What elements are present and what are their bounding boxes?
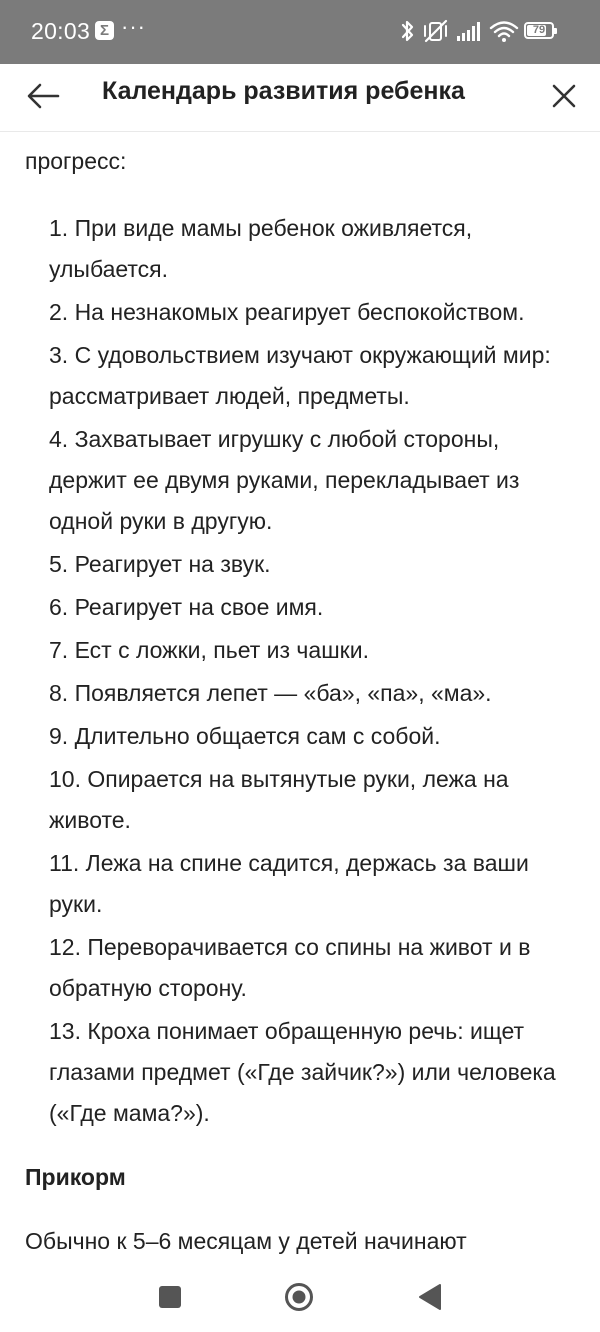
- list-item: 10. Опирается на вытянутые руки, лежа на животе.: [49, 766, 509, 833]
- section-heading: Прикорм: [25, 1164, 126, 1190]
- section-text: Обычно к 5–6 месяцам у детей начинают: [25, 1228, 467, 1254]
- list-item: 7. Ест с ложки, пьет из чашки.: [49, 637, 369, 663]
- back-button[interactable]: [20, 72, 68, 120]
- status-icons: [396, 18, 566, 46]
- list-item: 11. Лежа на спине садится, держась за ваши руки.: [49, 850, 529, 917]
- list-item: 5. Реагирует на звук.: [49, 551, 271, 577]
- list-item: 8. Появляется лепет — «ба», «па», «ма».: [49, 680, 492, 706]
- intro-text: прогресс:: [25, 148, 127, 174]
- close-icon: [540, 72, 588, 120]
- back-triangle-button[interactable]: [417, 1283, 443, 1311]
- battery-tip: [554, 28, 557, 34]
- list-item: 9. Длительно общается сам с собой.: [49, 723, 441, 749]
- page-title: Календарь развития ребенка: [102, 77, 465, 105]
- status-time: 20:03: [31, 18, 91, 44]
- battery-icon: [524, 22, 554, 39]
- home-button[interactable]: [284, 1282, 314, 1312]
- sigma-icon: [95, 21, 114, 40]
- list-item: 6. Реагирует на свое имя.: [49, 594, 324, 620]
- list-item: 2. На незнакомых реагирует беспокойством.: [49, 299, 525, 325]
- signal-icon: [456, 20, 482, 42]
- app-header: [0, 64, 600, 132]
- more-notifications-icon: ···: [121, 14, 146, 39]
- system-nav-bar: [0, 1260, 600, 1332]
- wifi-icon: [489, 19, 519, 43]
- list-item: 12. Переворачивается со спины на живот и в обратную сторону.: [49, 934, 531, 1001]
- milestone-list: [49, 208, 579, 1136]
- vibrate-off-icon: [422, 18, 450, 44]
- recents-button[interactable]: [159, 1286, 181, 1308]
- sigma-icon-glyph: Σ: [99, 22, 109, 39]
- list-item: 3. С удовольствием изучают окружающий мир: рассматривает людей, предметы.: [49, 342, 551, 409]
- list-item: 1. При виде мамы ребенок оживляется, улыбается.: [49, 215, 473, 282]
- bluetooth-icon: [400, 18, 416, 44]
- clipped-text-line: [25, 132, 140, 145]
- article-content[interactable]: [0, 132, 600, 1260]
- list-item: 4. Захватывает игрушку с любой стороны, держит ее двумя руками, перекладывает из одной руки в другую.: [49, 426, 520, 534]
- status-bar: [0, 0, 600, 64]
- battery-level: 79: [532, 24, 546, 36]
- close-button[interactable]: [540, 72, 588, 120]
- list-item: 13. Кроха понимает обращенную речь: ищет глазами предмет («Где зайчик?») или человека («Где мама?»).: [49, 1018, 556, 1126]
- arrow-left-icon: [20, 72, 68, 120]
